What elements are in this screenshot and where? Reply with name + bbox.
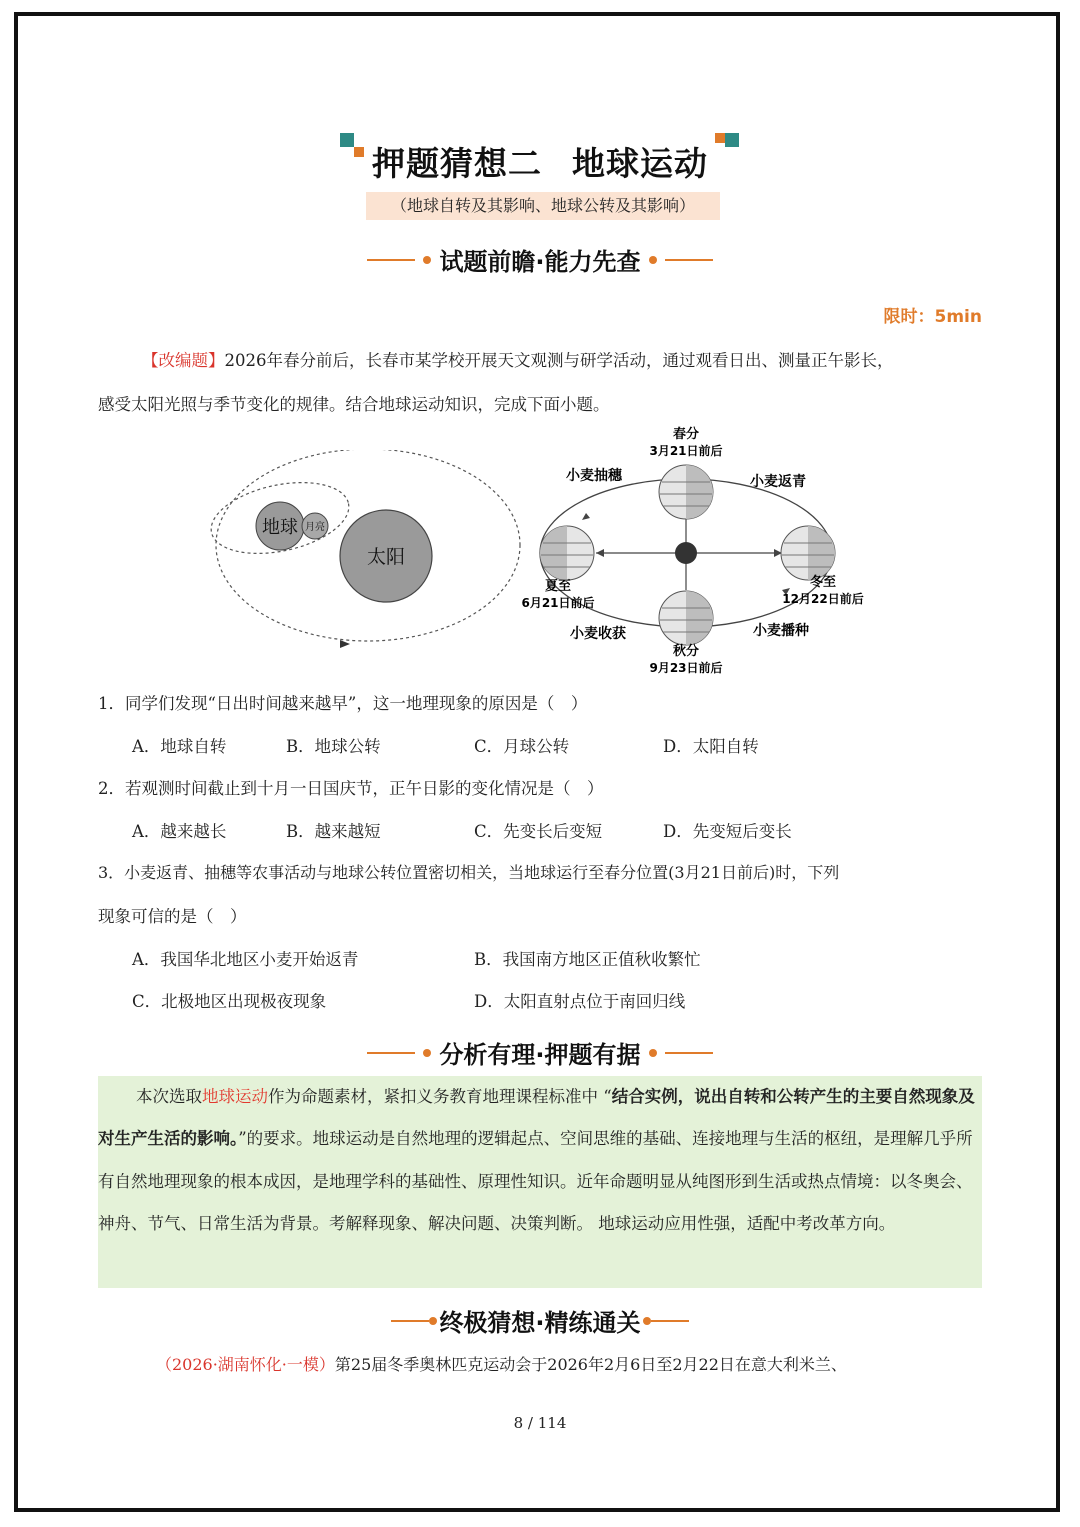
analysis-bold: 结合实例，说出自转和公转产生的主要自然现象及对生产生活的影响。 xyxy=(98,1087,975,1149)
label-wheat-sowing: 小麦播种 xyxy=(753,623,809,639)
analysis-highlight: 地球运动 xyxy=(202,1087,268,1106)
q2-option-d[interactable]: D．先变短后变长 xyxy=(663,822,792,841)
section-heading-2-text: 分析有理·押题有据 xyxy=(439,1041,641,1069)
intro-paragraph xyxy=(98,340,982,382)
q3-option-d[interactable]: D．太阳直射点位于南回归线 xyxy=(474,992,686,1011)
q2-option-a[interactable]: A．越来越长 xyxy=(132,822,227,841)
page-number: 8 / 114 xyxy=(513,1414,567,1432)
label-summer-date: 6月21日前后 xyxy=(521,596,595,610)
earth-label: 地球 xyxy=(262,517,298,538)
question-1-stem: 1．同学们发现“日出时间越来越早”，这一地理现象的原因是（ ） xyxy=(98,694,588,713)
page-title xyxy=(0,138,1080,185)
intro-line2: 感受太阳光照与季节变化的规律。结合地球运动知识，完成下面小题。 xyxy=(98,395,610,414)
intro-line1: 2026年春分前后，长春市某学校开展天文观测与研学活动，通过观看日出、测量正午影长， xyxy=(224,351,894,370)
question-3-stem-line2: 现象可信的是（ ） xyxy=(98,907,247,926)
moon-label: 月亮 xyxy=(305,522,325,533)
question-3-stem-line1: 3．小麦返青、抽穗等农事活动与地球公转位置密切相关，当地球运行至春分位置(3月21日前后)时，下列 xyxy=(98,863,840,882)
section-heading-3 xyxy=(0,1303,1080,1338)
label-autumn: 秋分 xyxy=(672,644,700,659)
final-source: （2026·湖南怀化·一模） xyxy=(156,1355,335,1374)
sun-center xyxy=(675,542,697,564)
q2-option-c[interactable]: C．先变长后变短 xyxy=(474,822,603,841)
analysis-text-1: 本次选取 xyxy=(136,1087,202,1106)
final-text: 第25届冬季奥林匹克运动会于2026年2月6日至2月22日在意大利米兰、 xyxy=(334,1355,847,1374)
label-spring-date: 3月21日前后 xyxy=(649,444,723,458)
q3-option-b[interactable]: B．我国南方地区正值秋收繁忙 xyxy=(474,950,701,969)
orbit-figure xyxy=(200,450,530,660)
q1-option-a[interactable]: A．地球自转 xyxy=(132,737,227,756)
sun-label: 太阳 xyxy=(366,546,406,568)
subtitle: （地球自转及其影响、地球公转及其影响） xyxy=(366,192,720,220)
q1-option-c[interactable]: C．月球公转 xyxy=(474,737,570,756)
section-heading-3-text: 终极猜想·精练通关 xyxy=(439,1309,641,1337)
analysis-paragraph xyxy=(98,1076,982,1246)
q1-option-b[interactable]: B．地球公转 xyxy=(286,737,381,756)
q3-option-a[interactable]: A．我国华北地区小麦开始返青 xyxy=(132,950,359,969)
orbit-arrow xyxy=(340,640,350,648)
earth-autumn xyxy=(659,591,713,645)
label-spring: 春分 xyxy=(672,427,700,442)
q3-option-c[interactable]: C．北极地区出现极夜现象 xyxy=(132,992,327,1011)
section-heading-1-text: 试题前瞻·能力先查 xyxy=(439,248,641,276)
title-part2: 地球运动 xyxy=(572,144,708,183)
intro-tag: 【改编题】 xyxy=(142,351,225,370)
section-heading-2 xyxy=(0,1035,1080,1070)
q1-option-d[interactable]: D．太阳自转 xyxy=(663,737,759,756)
q2-option-b[interactable]: B．越来越短 xyxy=(286,822,381,841)
time-limit: 限时：5min xyxy=(883,307,982,327)
seasons-figure xyxy=(510,422,880,682)
analysis-text-2: 作为命题素材，紧扣义务教育地理课程标准中 “ xyxy=(268,1087,612,1106)
label-wheat-green: 小麦返青 xyxy=(750,474,806,490)
label-autumn-date: 9月23日前后 xyxy=(649,661,723,675)
label-winter: 冬至 xyxy=(809,575,837,590)
earth-summer xyxy=(540,526,594,580)
label-wheat-harvest: 小麦收获 xyxy=(570,626,626,642)
earth-spring xyxy=(659,465,713,519)
label-summer: 夏至 xyxy=(544,579,572,594)
analysis-text-3: ”的要求。地球运动是自然地理的逻辑起点、空间思维的基础、连接地理与生活的枢纽，是理解几乎所有自然地理现象的根本成因，是地理学科的基础性、原理性知识。近年命题明显从纯图形到生活或热点情境：以冬奥会、神舟、节气、日常生活为背景。考解释现象、解决问题、决策判断。 地球运动应用性强，适配中考改革方向。 xyxy=(98,1129,973,1234)
label-wheat-heading: 小麦抽穗 xyxy=(566,468,622,484)
question-2-stem: 2．若观测时间截止到十月一日国庆节，正午日影的变化情况是（ ） xyxy=(98,779,604,798)
label-winter-date: 12月22日前后 xyxy=(782,592,864,606)
section-heading-1 xyxy=(0,242,1080,277)
earth-winter xyxy=(781,526,835,580)
final-paragraph xyxy=(98,1344,982,1386)
title-part1: 押题猜想二 xyxy=(372,144,542,183)
